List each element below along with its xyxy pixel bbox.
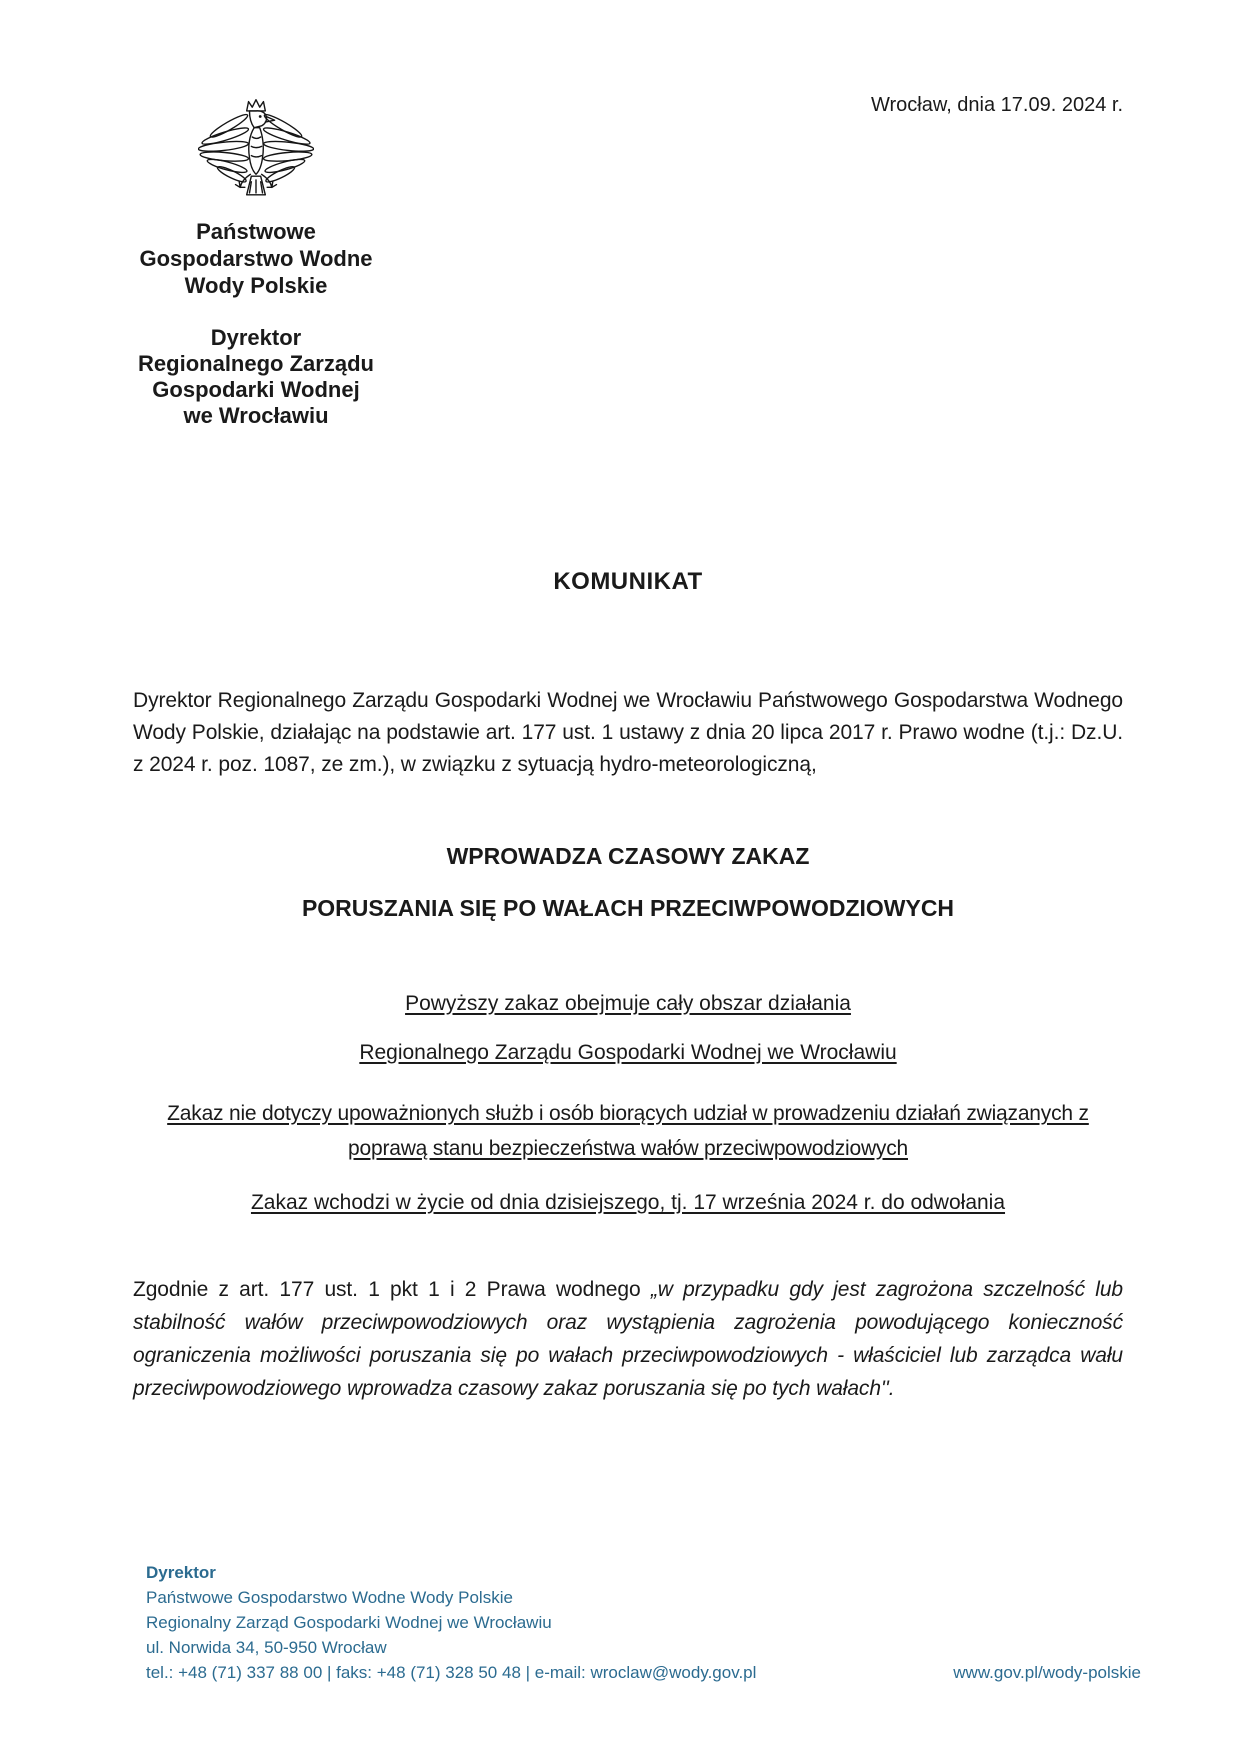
footer xyxy=(146,1560,1141,1685)
org-role-line-1: Dyrektor xyxy=(210,325,302,350)
intro-paragraph: Dyrektor Regionalnego Zarządu Gospodarki Wodnej we Wrocławiu Państwowego Gospodarstwa Wodnego Wody Polskie, działając na podstawie art. 177 ust. 1 ustawy z dnia 20 lipca 2017 r. Prawo wodne (t.j.: Dz.U. z 2024 r. poz. 1087, ze zm.), w związku z sytuacją hydro-meteorologiczną, xyxy=(133,689,1123,776)
polish-eagle-emblem xyxy=(198,96,314,206)
legal-paragraph xyxy=(133,1273,1123,1405)
effective-date-line: Zakaz wchodzi w życie od dnia dzisiejszego, tj. 17 września 2024 r. do odwołania xyxy=(250,1191,1006,1214)
org-role xyxy=(133,325,379,429)
org-name-line-3: Wody Polskie xyxy=(184,273,328,298)
footer-unit: Regionalny Zarząd Gospodarki Wodnej we Wrocławiu xyxy=(146,1613,552,1632)
footer-contact-row xyxy=(146,1660,1141,1685)
document-title: KOMUNIKAT xyxy=(553,568,703,595)
decree-heading-1: WPROWADZA CZASOWY ZAKAZ xyxy=(446,843,810,869)
scope-line-1: Powyższy zakaz obejmuje cały obszar działania xyxy=(405,992,851,1015)
org-role-line-2: Regionalnego Zarządu xyxy=(138,351,374,376)
decree-heading-2: PORUSZANIA SIĘ PO WAŁACH PRZECIWPOWODZIOWYCH xyxy=(301,895,955,921)
org-name xyxy=(133,218,379,299)
legal-quote: „w przypadku gdy jest zagrożona szczelność lub stabilność wałów przeciwpowodziowych oraz wystąpienia zagrożenia powodującego konieczność ograniczenia możliwości poruszania się po wałach przeciwpowodziowych - właściciel lub zarządca wału przeciwpowodziowego wprowadza czasowy zakaz poruszania się po tych wałach''. xyxy=(133,1278,1123,1400)
footer-role: Dyrektor xyxy=(146,1563,216,1582)
exemption-paragraph xyxy=(133,1096,1123,1166)
legal-intro: Zgodnie z art. 177 ust. 1 pkt 1 i 2 Prawa wodnego xyxy=(133,1278,651,1301)
scope-line-2: Regionalnego Zarządu Gospodarki Wodnej we Wrocławiu xyxy=(359,1041,897,1064)
exemption-line-2: poprawą stanu bezpieczeństwa wałów przeciwpowodziowych xyxy=(348,1137,908,1160)
org-name-line-1: Państwowe xyxy=(196,219,316,244)
date-line: Wrocław, dnia 17.09. 2024 r. xyxy=(870,94,1123,116)
footer-website: www.gov.pl/wody-polskie xyxy=(953,1663,1141,1682)
footer-contact: tel.: +48 (71) 337 88 00 | faks: +48 (71) 328 50 48 | e-mail: wroclaw@wody.gov.pl xyxy=(146,1663,757,1682)
org-role-line-4: we Wrocławiu xyxy=(183,403,329,428)
org-role-line-3: Gospodarki Wodnej xyxy=(152,377,360,402)
footer-address: ul. Norwida 34, 50-950 Wrocław xyxy=(146,1638,387,1657)
exemption-line-1: Zakaz nie dotyczy upoważnionych służb i osób biorących udział w prowadzeniu działań związanych z xyxy=(167,1102,1089,1125)
org-header xyxy=(133,96,379,429)
footer-org: Państwowe Gospodarstwo Wodne Wody Polskie xyxy=(146,1588,513,1607)
org-name-line-2: Gospodarstwo Wodne xyxy=(139,246,373,271)
